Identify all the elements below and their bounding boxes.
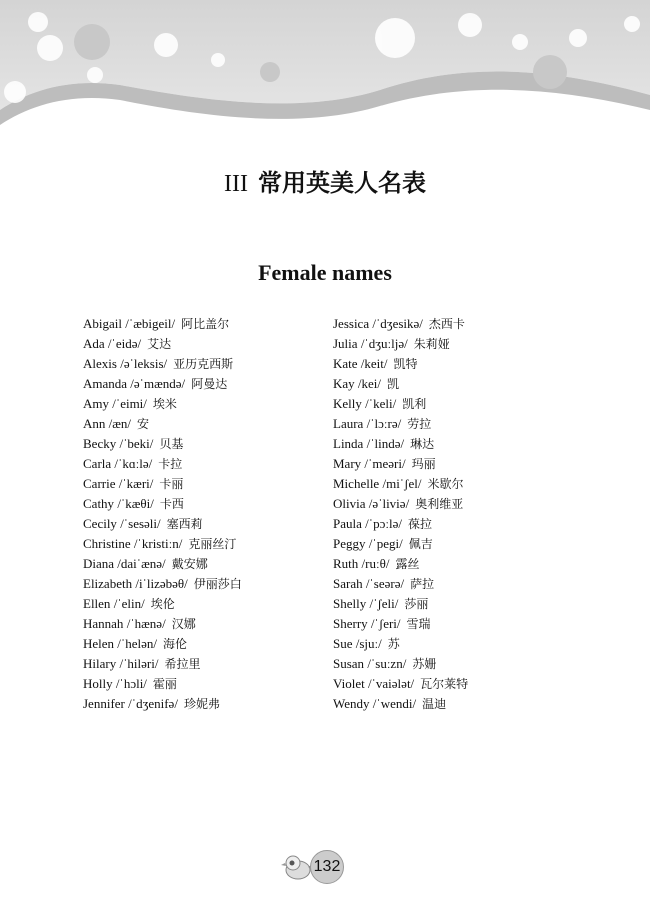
- phonetic: /keit/: [360, 356, 388, 371]
- phonetic: /ˈmeəri/: [364, 456, 406, 471]
- chinese-name: 安: [137, 417, 150, 431]
- phonetic: /ˈeidə/: [107, 336, 142, 351]
- name-entry: [333, 674, 468, 694]
- name-entry: [83, 534, 242, 554]
- chinese-name: 玛丽: [411, 457, 436, 471]
- english-name: Christine: [83, 536, 131, 551]
- phonetic: /ˈhiləri/: [119, 656, 159, 671]
- phonetic: /ˈhelən/: [117, 636, 158, 651]
- name-entry: [83, 574, 242, 594]
- name-entry: [333, 514, 468, 534]
- name-entry: [83, 394, 242, 414]
- english-name: Julia: [333, 336, 358, 351]
- chinese-name: 琳达: [410, 437, 435, 451]
- english-name: Cecily: [83, 516, 117, 531]
- chinese-name: 伊丽莎白: [193, 577, 242, 591]
- name-entry: [83, 554, 242, 574]
- phonetic: /kei/: [357, 376, 382, 391]
- english-name: Sue: [333, 636, 353, 651]
- name-entry: [333, 454, 468, 474]
- name-entry: [83, 514, 242, 534]
- chinese-name: 汉娜: [171, 617, 196, 631]
- phonetic: /ˈʃeli/: [369, 596, 399, 611]
- english-name: Shelly: [333, 596, 367, 611]
- english-name: Paula: [333, 516, 362, 531]
- name-entry: [83, 614, 242, 634]
- english-name: Kay: [333, 376, 355, 391]
- phonetic: /ˈelin/: [113, 596, 145, 611]
- name-entry: [333, 374, 468, 394]
- english-name: Laura: [333, 416, 364, 431]
- phonetic: /ˈkeli/: [365, 396, 397, 411]
- phonetic: /ˈhænə/: [126, 616, 166, 631]
- english-name: Elizabeth: [83, 576, 133, 591]
- name-entry: [333, 694, 468, 714]
- phonetic: /ˈkristiːn/: [133, 536, 183, 551]
- english-name: Amanda: [83, 376, 128, 391]
- english-name: Olivia: [333, 496, 366, 511]
- english-name: Hannah: [83, 616, 124, 631]
- chinese-name: 希拉里: [164, 657, 201, 671]
- name-entry: [83, 454, 242, 474]
- english-name: Ada: [83, 336, 105, 351]
- chinese-name: 塞西莉: [166, 517, 203, 531]
- english-name: Violet: [333, 676, 365, 691]
- chinese-name: 珍妮弗: [183, 697, 220, 711]
- phonetic: /ˈbeki/: [119, 436, 154, 451]
- section-number: III: [224, 171, 248, 197]
- phonetic: /əˈleksis/: [120, 356, 168, 371]
- english-name: Linda: [333, 436, 364, 451]
- phonetic: /ˈdʒuːljə/: [360, 336, 408, 351]
- chinese-name: 凯特: [393, 357, 418, 371]
- name-entry: [83, 654, 242, 674]
- phonetic: /ˈkæθi/: [117, 496, 154, 511]
- chinese-name: 苏姗: [412, 657, 437, 671]
- chinese-name: 萨拉: [410, 577, 435, 591]
- name-entry: [333, 574, 468, 594]
- chinese-name: 霍丽: [152, 677, 177, 691]
- name-entry: [333, 534, 468, 554]
- phonetic: /daiˈænə/: [117, 556, 166, 571]
- chinese-name: 阿比盖尔: [181, 317, 230, 331]
- english-name: Kelly: [333, 396, 362, 411]
- name-entry: [333, 314, 468, 334]
- name-entry: [333, 474, 468, 494]
- name-entry: [333, 654, 468, 674]
- chinese-name: 朱莉娅: [413, 337, 450, 351]
- phonetic: /ˈhɔli/: [115, 676, 147, 691]
- chinese-name: 葆拉: [407, 517, 432, 531]
- name-entry: [83, 434, 242, 454]
- phonetic: /ˈlində/: [366, 436, 405, 451]
- chinese-name: 米歇尔: [427, 477, 464, 491]
- english-name: Wendy: [333, 696, 370, 711]
- phonetic: /ˈwendi/: [372, 696, 417, 711]
- english-name: Kate: [333, 356, 358, 371]
- chinese-name: 奥利维亚: [415, 497, 464, 511]
- name-entry: [83, 354, 242, 374]
- chinese-name: 露丝: [395, 557, 420, 571]
- english-name: Cathy: [83, 496, 115, 511]
- phonetic: /ˈkæri/: [118, 476, 154, 491]
- english-name: Carrie: [83, 476, 116, 491]
- english-name: Alexis: [83, 356, 117, 371]
- phonetic: /ruːθ/: [361, 556, 390, 571]
- phonetic: /ˈvaiələt/: [367, 676, 415, 691]
- name-entry: [333, 394, 468, 414]
- phonetic: /əˈliviə/: [368, 496, 410, 511]
- chinese-name: 温迪: [422, 697, 447, 711]
- english-name: Jennifer: [83, 696, 125, 711]
- phonetic: /ˈdʒenifə/: [128, 696, 178, 711]
- name-entry: [83, 494, 242, 514]
- chinese-name: 杰西卡: [428, 317, 465, 331]
- phonetic: /ˈpegi/: [368, 536, 403, 551]
- phonetic: /əˈmændə/: [130, 376, 186, 391]
- name-entry: [333, 354, 468, 374]
- english-name: Ann: [83, 416, 106, 431]
- chinese-name: 卡拉: [158, 457, 183, 471]
- english-name: Sherry: [333, 616, 368, 631]
- chinese-name: 贝基: [159, 437, 184, 451]
- phonetic: /ˈseərə/: [365, 576, 405, 591]
- name-entry: [333, 634, 468, 654]
- page-title: [0, 163, 650, 198]
- name-entry: [333, 434, 468, 454]
- name-entry: [83, 414, 242, 434]
- name-entry: [83, 674, 242, 694]
- name-entry: [333, 334, 468, 354]
- name-entry: [333, 594, 468, 614]
- names-left-column: [83, 314, 242, 714]
- chinese-name: 瓦尔莱特: [420, 677, 469, 691]
- header-decoration: [0, 0, 650, 140]
- english-name: Jessica: [333, 316, 370, 331]
- english-name: Becky: [83, 436, 117, 451]
- phonetic: /iˈlizəbəθ/: [135, 576, 188, 591]
- english-name: Abigail: [83, 316, 122, 331]
- phonetic: /miˈʃel/: [382, 476, 422, 491]
- english-name: Helen: [83, 636, 115, 651]
- name-entry: [83, 594, 242, 614]
- chinese-name: 埃米: [152, 397, 177, 411]
- phonetic: /sjuː/: [355, 636, 382, 651]
- name-entry: [333, 614, 468, 634]
- section-subtitle: Female names: [258, 260, 392, 285]
- chinese-name: 海伦: [163, 637, 188, 651]
- phonetic: /ˈæbigeil/: [125, 316, 176, 331]
- name-entry: [333, 494, 468, 514]
- name-entry: [83, 314, 242, 334]
- chinese-name: 卡丽: [159, 477, 184, 491]
- chinese-name: 亚历克西斯: [173, 357, 234, 371]
- chinese-name: 克丽丝汀: [188, 537, 237, 551]
- chinese-name: 凯: [387, 377, 400, 391]
- name-entry: [83, 334, 242, 354]
- chinese-name: 艾达: [147, 337, 172, 351]
- chinese-name: 埃伦: [150, 597, 175, 611]
- english-name: Mary: [333, 456, 362, 471]
- chinese-name: 阿曼达: [191, 377, 228, 391]
- phonetic: /ˈʃeri/: [370, 616, 401, 631]
- section-title: 常用英美人名表: [257, 171, 426, 197]
- phonetic: /ˈsesəli/: [120, 516, 161, 531]
- english-name: Ellen: [83, 596, 111, 611]
- english-name: Diana: [83, 556, 115, 571]
- name-entry: [83, 634, 242, 654]
- english-name: Hilary: [83, 656, 117, 671]
- name-entry: [333, 414, 468, 434]
- chinese-name: 莎丽: [404, 597, 429, 611]
- english-name: Michelle: [333, 476, 380, 491]
- page-number: 132: [310, 850, 344, 884]
- english-name: Carla: [83, 456, 112, 471]
- english-name: Ruth: [333, 556, 359, 571]
- english-name: Susan: [333, 656, 365, 671]
- phonetic: /ˈpɔːlə/: [365, 516, 402, 531]
- chinese-name: 佩吉: [408, 537, 433, 551]
- english-name: Sarah: [333, 576, 363, 591]
- chinese-name: 戴安娜: [171, 557, 208, 571]
- chinese-name: 劳拉: [407, 417, 432, 431]
- name-entry: [83, 694, 242, 714]
- chinese-name: 苏: [387, 637, 400, 651]
- chinese-name: 雪瑞: [406, 617, 431, 631]
- names-right-column: [333, 314, 468, 714]
- english-name: Holly: [83, 676, 113, 691]
- phonetic: /ˈsuːzn/: [367, 656, 407, 671]
- chinese-name: 凯利: [402, 397, 427, 411]
- name-entry: [83, 374, 242, 394]
- phonetic: /ˈkɑːlə/: [114, 456, 153, 471]
- english-name: Peggy: [333, 536, 366, 551]
- phonetic: /ˈeimi/: [112, 396, 147, 411]
- phonetic: /æn/: [108, 416, 132, 431]
- phonetic: /ˈlɔːrə/: [366, 416, 402, 431]
- english-name: Amy: [83, 396, 109, 411]
- name-entry: [83, 474, 242, 494]
- chinese-name: 卡西: [159, 497, 184, 511]
- name-entry: [333, 554, 468, 574]
- phonetic: /ˈdʒesikə/: [372, 316, 423, 331]
